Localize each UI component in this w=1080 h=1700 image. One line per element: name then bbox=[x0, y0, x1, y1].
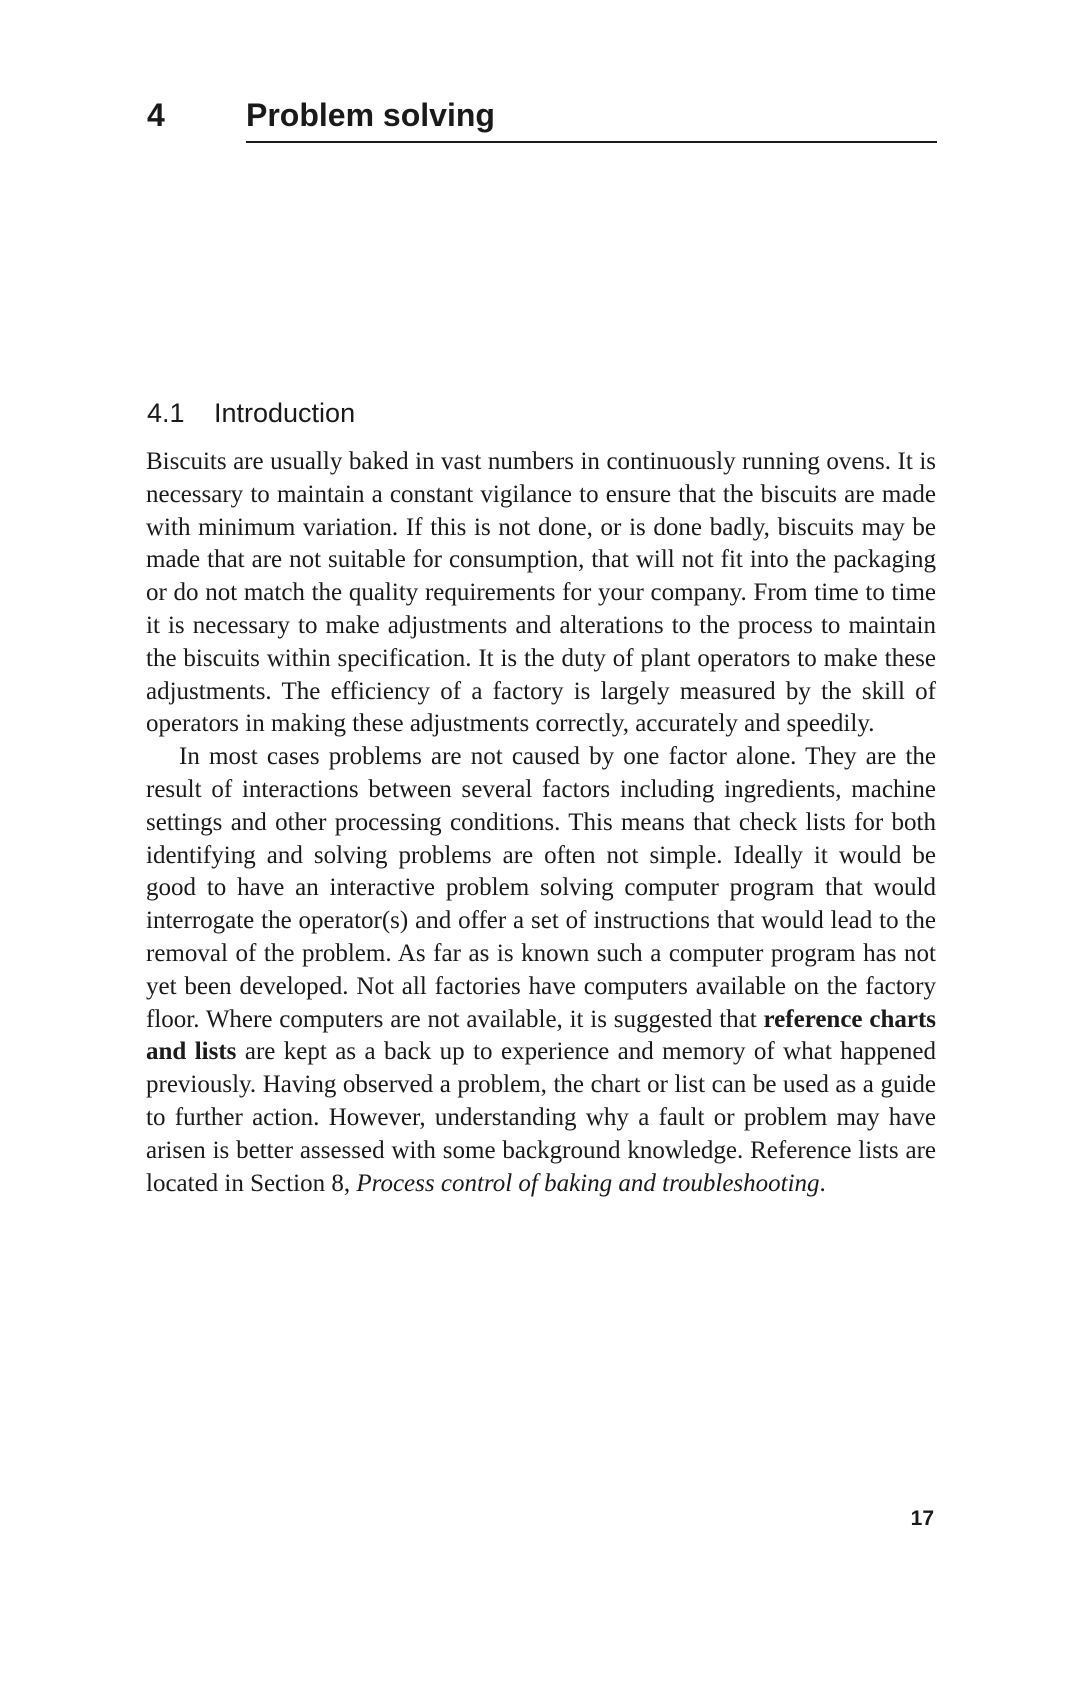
body-text bbox=[146, 446, 936, 1200]
paragraph-2-bold-term: reference charts and lists bbox=[146, 1005, 936, 1066]
chapter-header bbox=[147, 95, 937, 147]
section-title: Introduction bbox=[214, 398, 356, 428]
chapter-number: 4 bbox=[147, 97, 165, 133]
paragraph-2-text-b: are kept as a back up to experience and memory of what happened previously. Having observed a problem, the chart or list can be used as a guide to further action. However, understanding why a fault or problem may have arisen is better assessed with some background knowledge. Reference lists are located in Section 8, bbox=[146, 1038, 936, 1197]
paragraph-2-text-a: In most cases problems are not caused by one factor alone. They are the result of interactions between several factors including ingredients, machine settings and other processing conditions. This means that check lists for both identifying and solving problems are often not simple. Ideally it would be good to have an interactive problem solving computer program that would interrogate the operator(s) and offer a set of instructions that would lead to the removal of the problem. As far as is known such a computer program has not yet been developed. Not all factories have computers available on the factory floor. Where computers are not available, it is suggested that bbox=[146, 743, 936, 1033]
paragraph-2-text-c: . bbox=[819, 1169, 826, 1197]
page-number: 17 bbox=[910, 1507, 934, 1530]
paragraph-1: Biscuits are usually baked in vast numbers in continuously running ovens. It is necessary to maintain a constant vigilance to ensure that the biscuits are made with minimum variation. If this is not done, or is done badly, biscuits may be made that are not suitable for consumption, that will not fit into the packaging or do not match the quality requirements for your company. From time to time it is necessary to make adjustments and alterations to the process to maintain the biscuits within specification. It is the duty of plant operators to make these adjustments. The efficiency of a factory is largely measured by the skill of operators in making these adjustments correctly, accurately and speedily. bbox=[146, 448, 936, 738]
section-number: 4.1 bbox=[147, 398, 185, 428]
chapter-title-rule bbox=[246, 141, 937, 143]
paragraph-2-section-reference: Process control of baking and troubleshooting bbox=[356, 1169, 820, 1197]
section-heading bbox=[147, 396, 355, 430]
chapter-title: Problem solving bbox=[246, 97, 495, 133]
paragraph-2 bbox=[146, 741, 936, 1200]
